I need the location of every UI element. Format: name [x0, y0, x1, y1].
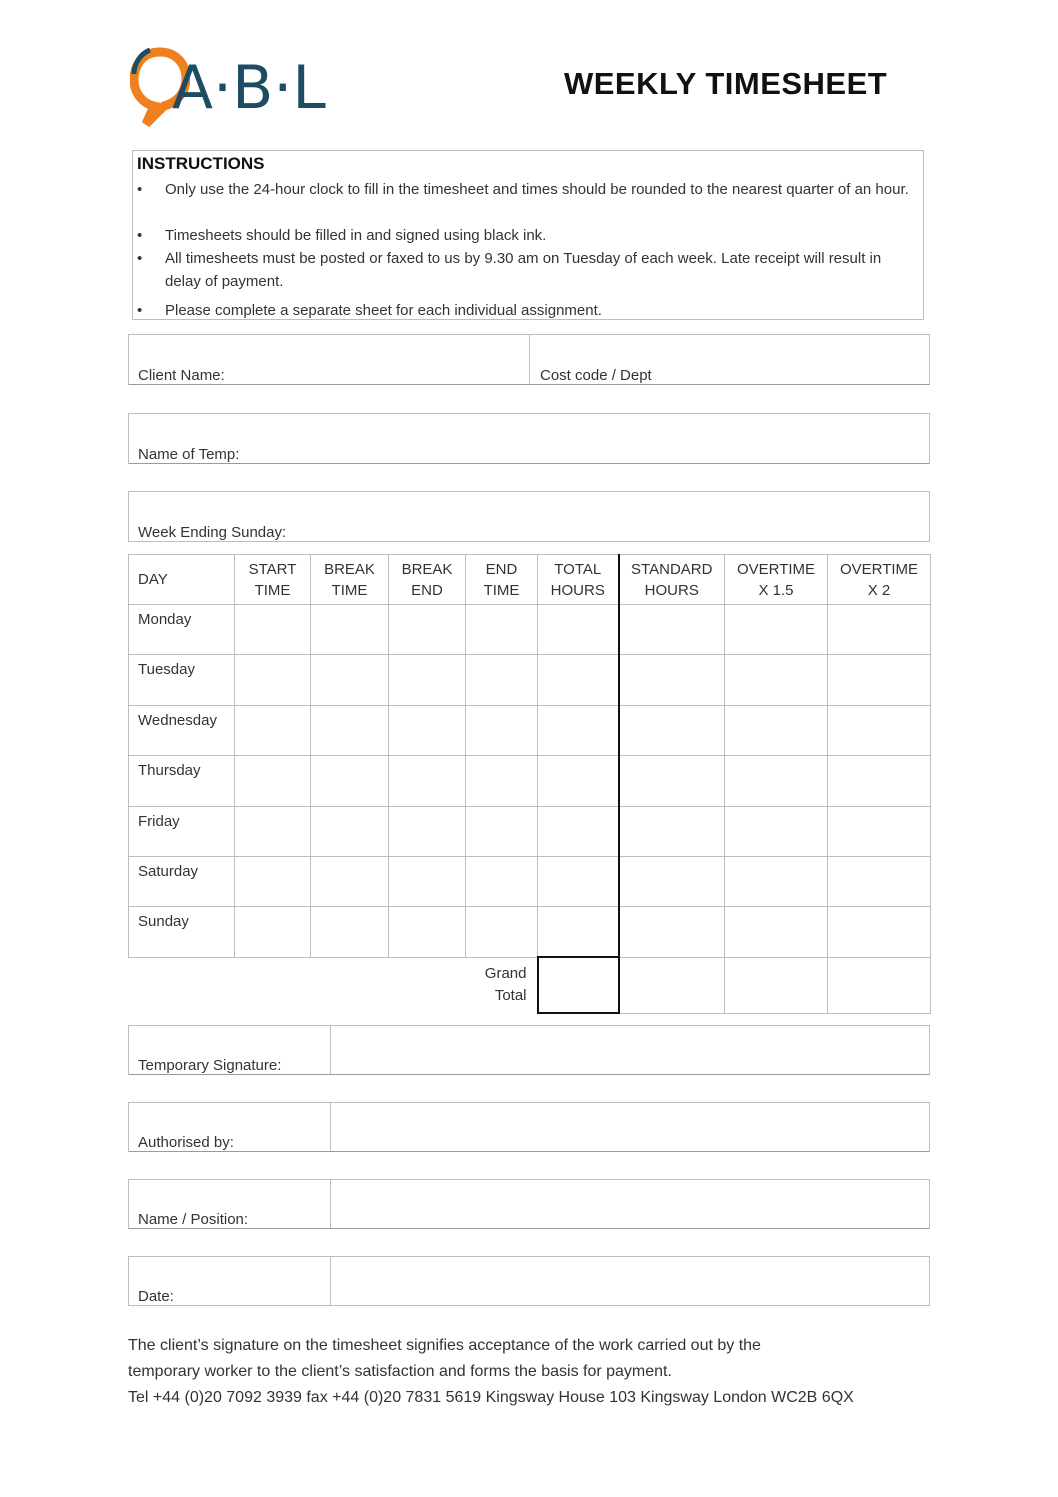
total-hours-cell[interactable] — [538, 756, 619, 806]
standard-hours-cell[interactable] — [619, 806, 725, 856]
name-position-field[interactable] — [128, 1179, 930, 1229]
break-time-cell[interactable] — [311, 856, 389, 906]
table-row — [129, 605, 931, 655]
divider — [129, 384, 929, 385]
total-hours-cell[interactable] — [538, 705, 619, 755]
week-ending-field[interactable] — [128, 491, 930, 542]
start-time-cell[interactable] — [235, 705, 311, 755]
total-hours-cell[interactable] — [538, 806, 619, 856]
logo-text: A·B·L — [172, 53, 326, 123]
end-time-header: END TIME — [466, 555, 538, 605]
instruction-item: • Please complete a separate sheet for each individual assignment. — [137, 299, 917, 322]
divider — [330, 1103, 331, 1151]
overtime-2-header: OVERTIME X 2 — [828, 555, 931, 605]
divider — [129, 463, 929, 464]
overtime-2-cell[interactable] — [828, 856, 931, 906]
overtime-2-cell[interactable] — [828, 705, 931, 755]
break-end-cell[interactable] — [389, 705, 466, 755]
break-end-cell[interactable] — [389, 907, 466, 957]
authorised-by-field[interactable] — [128, 1102, 930, 1152]
abl-logo — [130, 44, 370, 134]
day-cell: Monday — [129, 605, 235, 655]
divider — [129, 1228, 929, 1229]
cost-code-label: Cost code / Dept — [540, 367, 652, 384]
bullet-icon: • — [137, 181, 143, 198]
end-time-cell[interactable] — [466, 705, 538, 755]
grand-total-hours-cell[interactable] — [538, 957, 619, 1013]
break-time-cell[interactable] — [311, 605, 389, 655]
grand-standard-hours-cell[interactable] — [619, 957, 725, 1013]
date-field[interactable] — [128, 1256, 930, 1306]
standard-hours-cell[interactable] — [619, 756, 725, 806]
instructions-heading: INSTRUCTIONS — [137, 154, 265, 173]
table-row — [129, 756, 931, 806]
table-row — [129, 705, 931, 755]
timesheet-table — [128, 554, 931, 1014]
break-end-cell[interactable] — [389, 655, 466, 705]
overtime-2-cell[interactable] — [828, 605, 931, 655]
start-time-header: START TIME — [235, 555, 311, 605]
break-time-cell[interactable] — [311, 655, 389, 705]
overtime-1-5-cell[interactable] — [725, 806, 828, 856]
divider — [129, 1074, 929, 1075]
break-end-cell[interactable] — [389, 756, 466, 806]
overtime-1-5-cell[interactable] — [725, 856, 828, 906]
total-hours-cell[interactable] — [538, 856, 619, 906]
total-hours-cell[interactable] — [538, 907, 619, 957]
break-time-cell[interactable] — [311, 907, 389, 957]
day-cell: Sunday — [129, 907, 235, 957]
end-time-cell[interactable] — [466, 806, 538, 856]
break-end-header: BREAK END — [389, 555, 466, 605]
break-end-cell[interactable] — [389, 856, 466, 906]
day-cell: Thursday — [129, 756, 235, 806]
overtime-1-5-cell[interactable] — [725, 705, 828, 755]
standard-hours-cell[interactable] — [619, 655, 725, 705]
table-header-row — [129, 555, 931, 605]
page-title: WEEKLY TIMESHEET — [564, 66, 888, 101]
divider — [330, 1026, 331, 1074]
instruction-item: • All timesheets must be posted or faxed to us by 9.30 am on Tuesday of each week. Late receipt will result in delay of payment. — [137, 247, 917, 293]
overtime-1-5-cell[interactable] — [725, 907, 828, 957]
end-time-cell[interactable] — [466, 756, 538, 806]
table-row — [129, 856, 931, 906]
day-cell: Wednesday — [129, 705, 235, 755]
day-header: DAY — [129, 555, 235, 605]
instruction-item: • Only use the 24-hour clock to fill in the timesheet and times should be rounded to the nearest quarter of an hour. — [137, 178, 917, 201]
standard-hours-cell[interactable] — [619, 605, 725, 655]
instruction-item: • Timesheets should be filled in and signed using black ink. — [137, 224, 917, 247]
grand-overtime-1-5-cell[interactable] — [725, 957, 828, 1013]
end-time-cell[interactable] — [466, 655, 538, 705]
authorised-by-label: Authorised by: — [138, 1134, 234, 1151]
table-row — [129, 907, 931, 957]
table-row — [129, 806, 931, 856]
date-label: Date: — [138, 1288, 174, 1305]
standard-hours-cell[interactable] — [619, 705, 725, 755]
divider — [330, 1180, 331, 1228]
start-time-cell[interactable] — [235, 655, 311, 705]
overtime-1-5-cell[interactable] — [725, 655, 828, 705]
end-time-cell[interactable] — [466, 605, 538, 655]
overtime-1-5-header: OVERTIME X 1.5 — [725, 555, 828, 605]
day-cell: Saturday — [129, 856, 235, 906]
total-hours-cell[interactable] — [538, 605, 619, 655]
bullet-icon: • — [137, 227, 143, 244]
start-time-cell[interactable] — [235, 605, 311, 655]
grand-overtime-2-cell[interactable] — [828, 957, 931, 1013]
break-end-cell[interactable] — [389, 605, 466, 655]
break-time-cell[interactable] — [311, 806, 389, 856]
start-time-cell[interactable] — [235, 756, 311, 806]
footer-contact: Tel +44 (0)20 7092 3939 fax +44 (0)20 7831 5619 Kingsway House 103 Kingsway London WC2B 6QX — [128, 1389, 854, 1406]
start-time-cell[interactable] — [235, 856, 311, 906]
temp-signature-field[interactable] — [128, 1025, 930, 1075]
standard-hours-cell[interactable] — [619, 907, 725, 957]
break-time-cell[interactable] — [311, 705, 389, 755]
bullet-icon: • — [137, 302, 143, 319]
client-cost-row — [128, 334, 930, 385]
divider — [129, 1151, 929, 1152]
bullet-icon: • — [137, 250, 143, 267]
day-cell: Friday — [129, 806, 235, 856]
day-cell: Tuesday — [129, 655, 235, 705]
overtime-1-5-cell[interactable] — [725, 605, 828, 655]
footer-text-line: The client’s signature on the timesheet signifies acceptance of the work carried out by the — [128, 1337, 761, 1354]
break-end-cell[interactable] — [389, 806, 466, 856]
start-time-cell[interactable] — [235, 806, 311, 856]
footer — [128, 1333, 948, 1411]
overtime-2-cell[interactable] — [828, 806, 931, 856]
break-time-header: BREAK TIME — [311, 555, 389, 605]
standard-hours-cell[interactable] — [619, 856, 725, 906]
footer-text-line: temporary worker to the client’s satisfaction and forms the basis for payment. — [128, 1363, 672, 1380]
week-ending-label: Week Ending Sunday: — [138, 524, 287, 541]
client-name-label: Client Name: — [138, 367, 225, 384]
overtime-2-cell[interactable] — [828, 756, 931, 806]
end-time-cell[interactable] — [466, 856, 538, 906]
grand-total-label: Grand Total — [129, 957, 538, 1013]
break-time-cell[interactable] — [311, 756, 389, 806]
temp-name-label: Name of Temp: — [138, 446, 240, 463]
grand-total-row — [129, 957, 931, 1013]
total-hours-header: TOTAL HOURS — [538, 555, 619, 605]
end-time-cell[interactable] — [466, 907, 538, 957]
divider — [529, 335, 530, 384]
overtime-2-cell[interactable] — [828, 655, 931, 705]
name-position-label: Name / Position: — [138, 1211, 249, 1228]
instructions-box — [132, 150, 924, 320]
start-time-cell[interactable] — [235, 907, 311, 957]
overtime-1-5-cell[interactable] — [725, 756, 828, 806]
divider — [330, 1257, 331, 1305]
total-hours-cell[interactable] — [538, 655, 619, 705]
temp-name-field[interactable] — [128, 413, 930, 464]
standard-hours-header: STANDARD HOURS — [619, 555, 725, 605]
temp-signature-label: Temporary Signature: — [138, 1057, 282, 1074]
table-row — [129, 655, 931, 705]
overtime-2-cell[interactable] — [828, 907, 931, 957]
